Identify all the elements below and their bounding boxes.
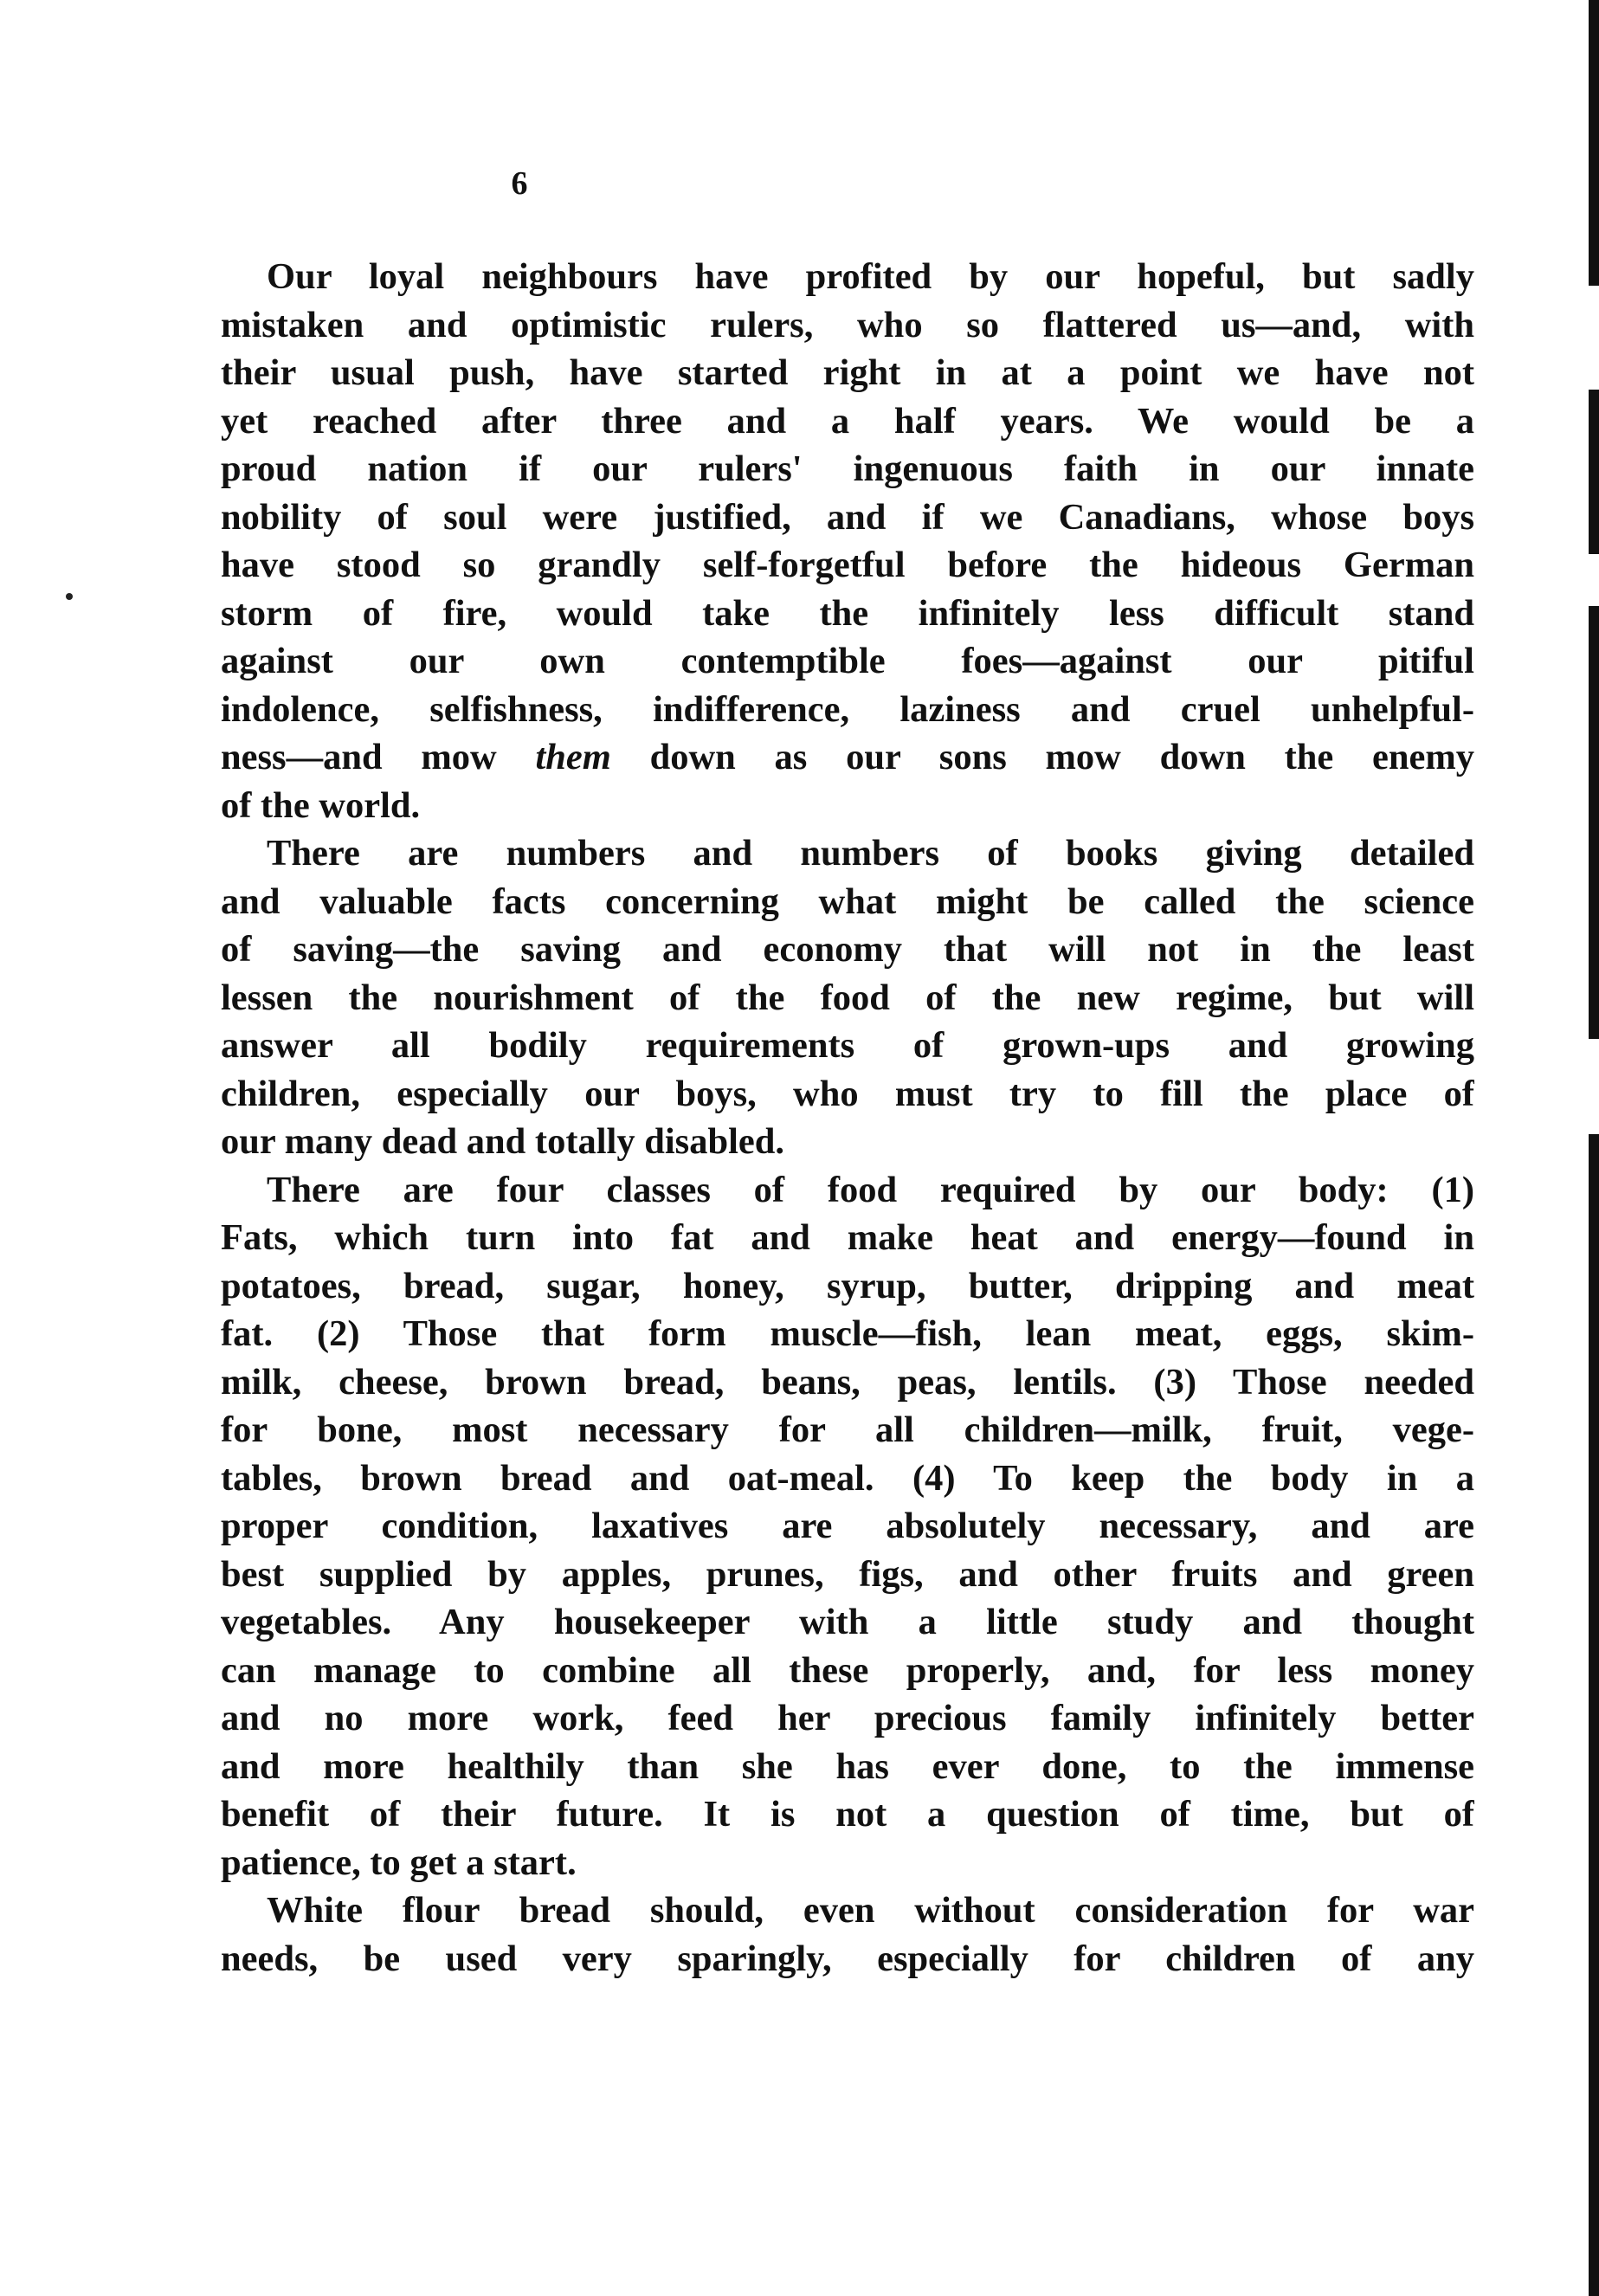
- text-line: benefit of their future. It is not a question of time, but of: [221, 1794, 1474, 1835]
- text-line-with-emphasis: [221, 733, 1474, 782]
- text-line: yet reached after three and a half years. We would be a: [221, 400, 1474, 442]
- text-line: of saving—the saving and economy that will not in the least: [221, 929, 1474, 970]
- text-line: mistaken and optimistic rulers, who so flattered us—and, with: [221, 304, 1474, 345]
- text-line: needs, be used very sparingly, especially for children of any: [221, 1938, 1474, 1979]
- emphasized-word: them: [535, 737, 611, 777]
- print-speck: [66, 593, 73, 600]
- page-number: 6: [511, 165, 528, 202]
- text-line: and no more work, feed her precious family infinitely better: [221, 1698, 1474, 1738]
- text-line: against our own contemptible foes—against our pitiful: [221, 641, 1474, 681]
- text-line: patience, to get a start.: [221, 1841, 577, 1883]
- text-line: proper condition, laxatives are absolutely necessary, and are: [221, 1506, 1474, 1546]
- text-line: children, especially our boys, who must try to fill the place of: [221, 1073, 1474, 1114]
- text-line: for bone, most necessary for all children—milk, fruit, vege-: [221, 1409, 1474, 1450]
- text-line: have stood so grandly self-forgetful before the hideous German: [221, 545, 1474, 585]
- text-line: White flour bread should, even without consideration for war: [267, 1890, 1474, 1931]
- text-line: our many dead and totally disabled.: [221, 1121, 785, 1162]
- text-line: There are numbers and numbers of books giving detailed: [267, 833, 1474, 874]
- text-line: Our loyal neighbours have profited by our hopeful, but sadly: [267, 256, 1474, 297]
- text-line: best supplied by apples, prunes, figs, and other fruits and green: [221, 1553, 1474, 1595]
- text-line: answer all bodily requirements of grown-ups and growing: [221, 1025, 1474, 1066]
- text-line: There are four classes of food required by our body: (1): [267, 1169, 1474, 1210]
- text-line: and more healthily than she has ever done, to the immense: [221, 1745, 1474, 1787]
- text-line: proud nation if our rulers' ingenuous faith in our innate: [221, 448, 1474, 489]
- text-line: lessen the nourishment of the food of the new regime, but will: [221, 977, 1474, 1018]
- text-line: storm of fire, would take the infinitely less difficult stand: [221, 592, 1474, 634]
- text-line: nobility of soul were justified, and if we Canadians, whose boys: [221, 496, 1474, 538]
- text-line: milk, cheese, brown bread, beans, peas, lentils. (3) Those needed: [221, 1361, 1474, 1403]
- text-line: can manage to combine all these properly, and, for less money: [221, 1649, 1474, 1691]
- text-line: potatoes, bread, sugar, honey, syrup, butter, dripping and meat: [221, 1265, 1474, 1306]
- text-line: their usual push, have started right in at a point we have not: [221, 352, 1474, 393]
- text-line: of the world.: [221, 784, 421, 826]
- body-text: [221, 253, 1474, 1983]
- line-segment: ness—and mow: [221, 737, 536, 777]
- text-line: and valuable facts concerning what might be called the science: [221, 880, 1474, 922]
- text-line: indolence, selfishness, indifference, laziness and cruel unhelpful-: [221, 688, 1474, 730]
- text-line: fat. (2) Those that form muscle—fish, lean meat, eggs, skim-: [221, 1313, 1474, 1354]
- page-edge-gap: [1589, 286, 1599, 390]
- page-edge-gap: [1589, 1039, 1599, 1134]
- text-line: Fats, which turn into fat and make heat and energy—found in: [221, 1217, 1474, 1258]
- page-edge-gap: [1589, 554, 1599, 606]
- text-line: tables, brown bread and oat-meal. (4) To keep the body in a: [221, 1457, 1474, 1499]
- text-line: vegetables. Any housekeeper with a little study and thought: [221, 1602, 1474, 1642]
- line-segment: down as our sons mow down the enemy: [610, 737, 1474, 777]
